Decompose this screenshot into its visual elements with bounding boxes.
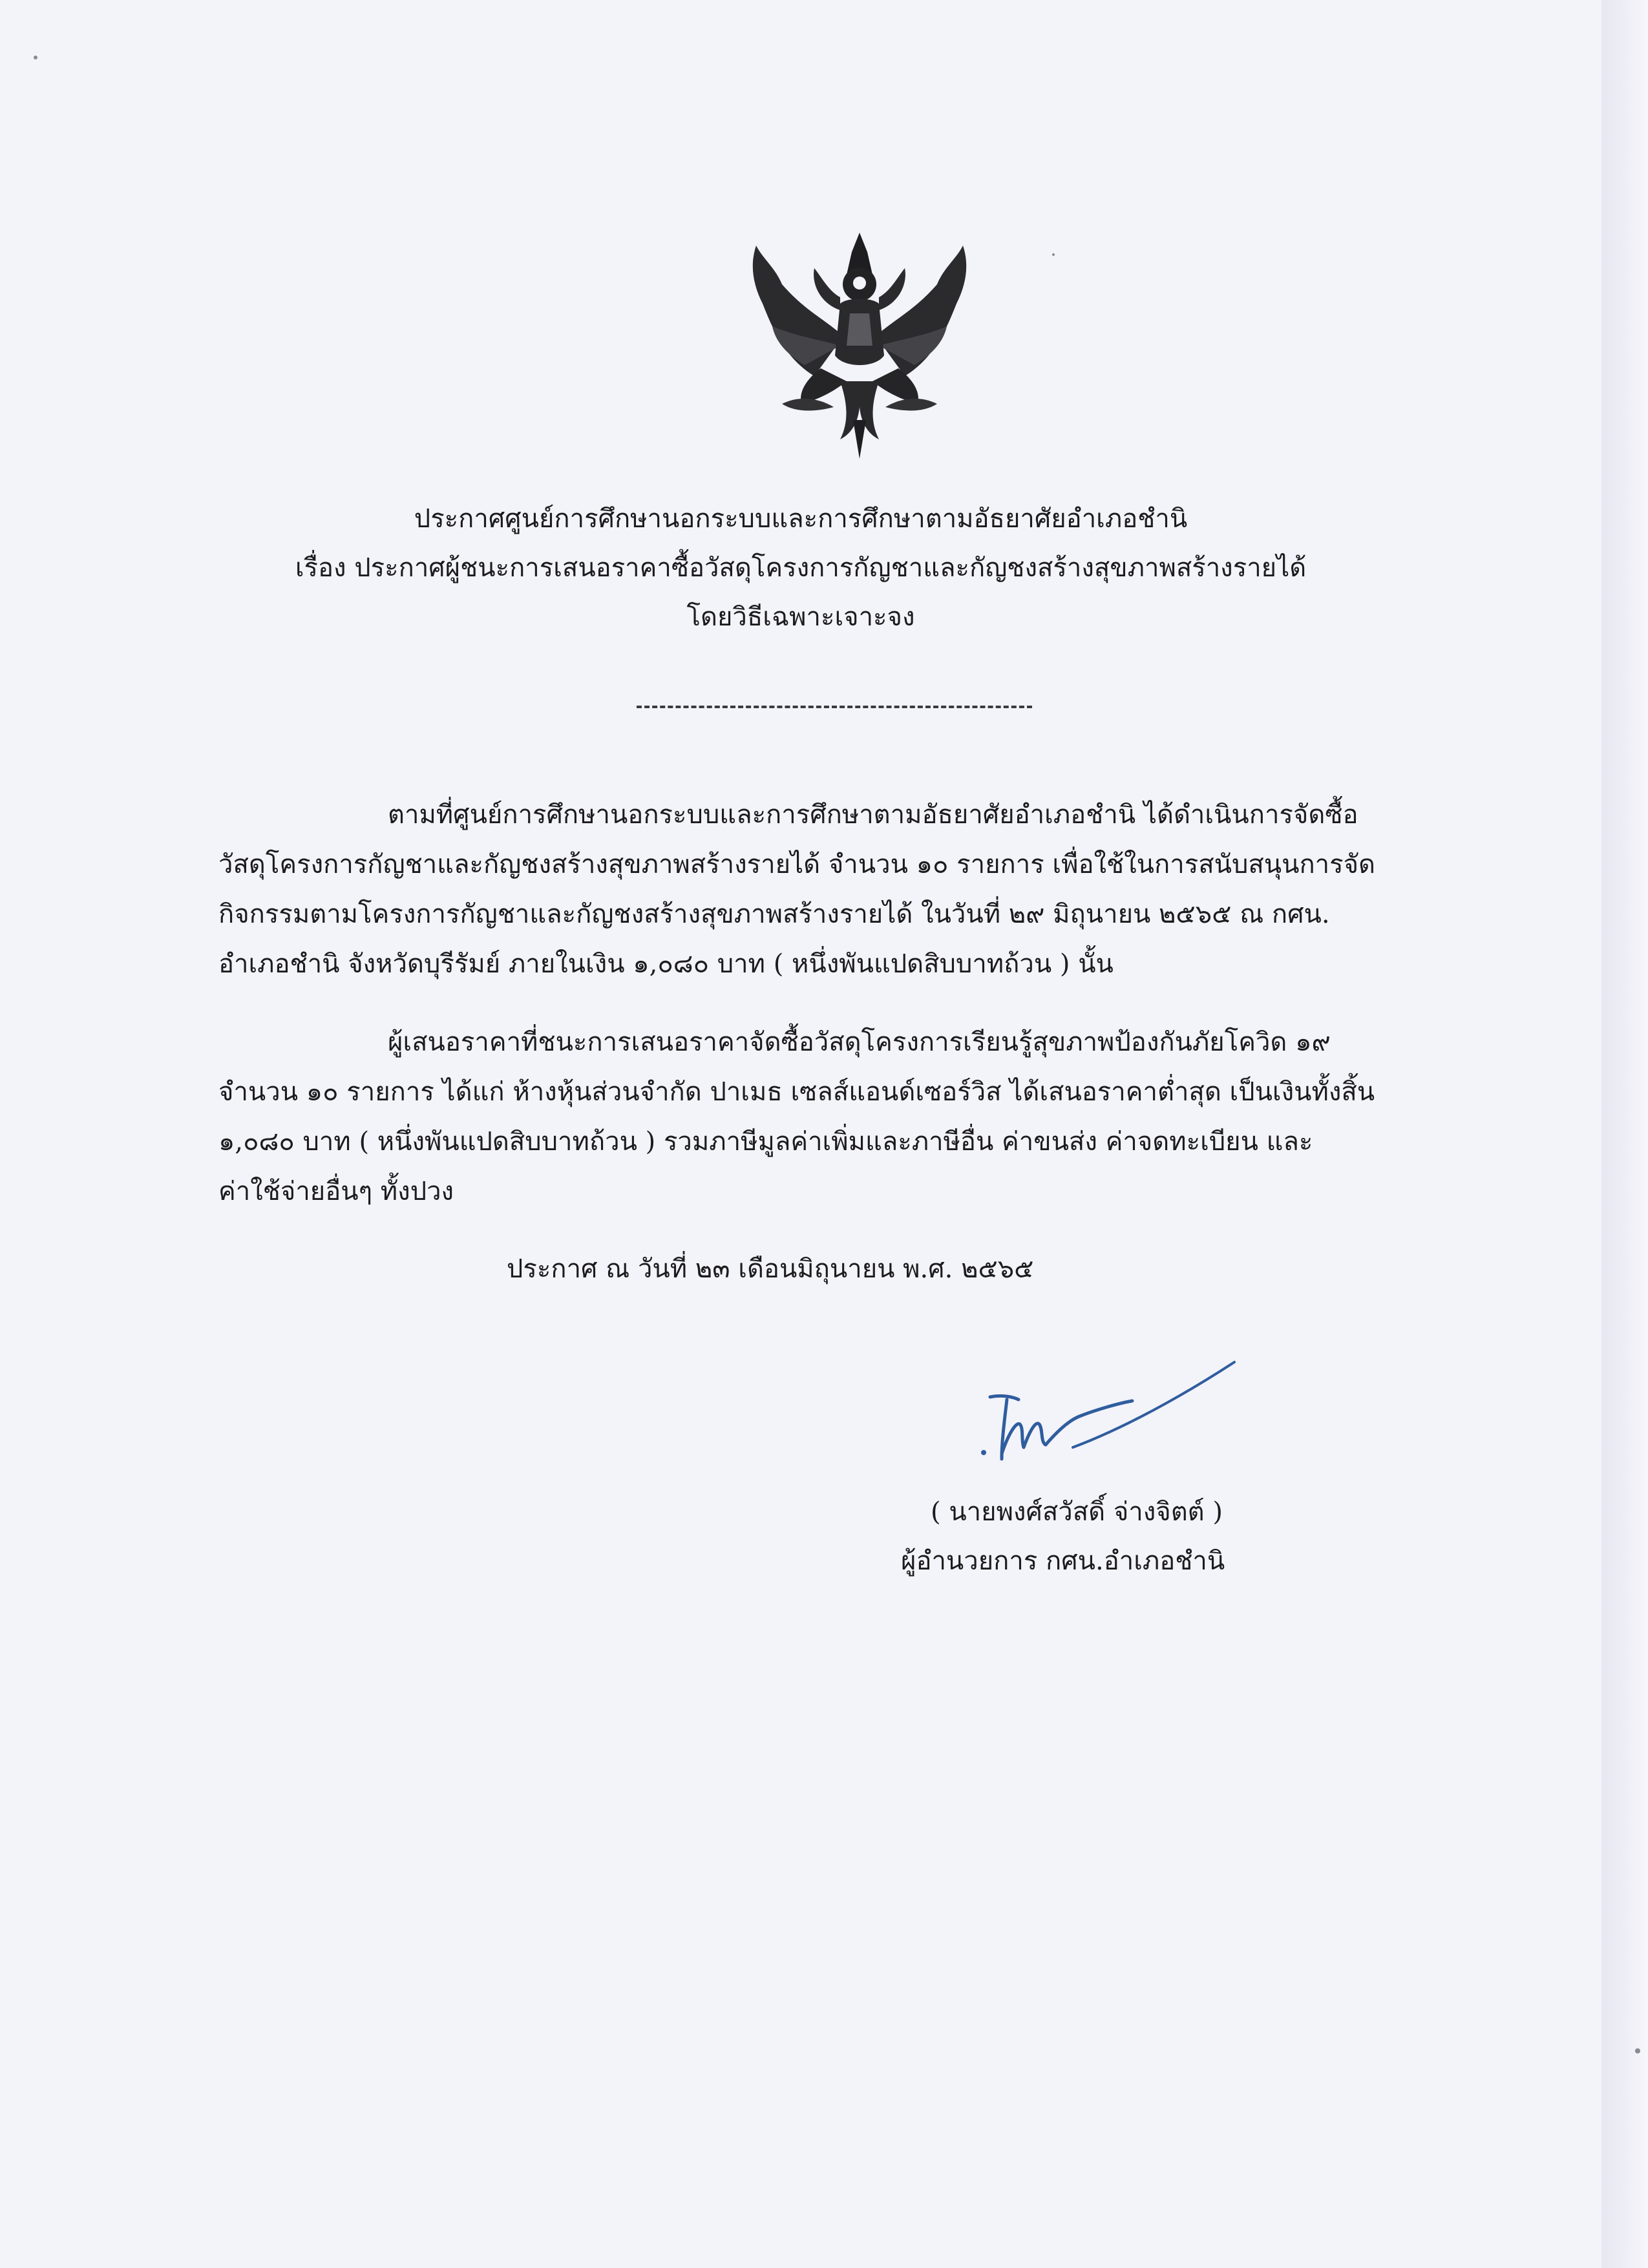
- handwritten-signature-icon: [956, 1357, 1254, 1486]
- paragraph-1-line-4: อำเภอชำนิ จังหวัดบุรีรัมย์ ภายในเงิน ๑,๐๘๐ บาท ( หนึ่งพันแปดสิบบาทถ้วน ) นั้น: [218, 949, 1114, 979]
- scan-speck: [1052, 253, 1055, 256]
- garuda-emblem-icon: [743, 207, 976, 465]
- paragraph-1-line-3: กิจกรรมตามโครงการกัญชาและกัญชงสร้างสุขภาพสร้างรายได้ ในวันที่ ๒๙ มิถุนายน ๒๕๖๕ ณ กศน.: [218, 899, 1330, 929]
- paragraph-2-line-4: ค่าใช้จ่ายอื่นๆ ทั้งปวง: [218, 1177, 454, 1206]
- scan-speck: [1635, 2048, 1640, 2053]
- procurement-method: โดยวิธีเฉพาะเจาะจง: [686, 602, 915, 632]
- paragraph-1-line-1: ตามที่ศูนย์การศึกษานอกระบบและการศึกษาตามอัธยาศัยอำเภอชำนิ ได้ดำเนินการจัดซื้อ: [388, 800, 1358, 830]
- scan-speck: [34, 56, 37, 59]
- signatory-position: ผู้อำนวยการ กศน.อำเภอชำนิ: [901, 1546, 1225, 1576]
- title-divider: [637, 706, 1032, 708]
- signatory-name: ( นายพงศ์สวัสดิ์ จ่างจิตต์ ): [931, 1497, 1223, 1527]
- paragraph-2-line-2: จำนวน ๑๐ รายการ ได้แก่ ห้างหุ้นส่วนจำกัด ปาเมธ เซลส์แอนด์เซอร์วิส ได้เสนอราคาต่ำสุด เป็นเงินทั้งสิ้น: [218, 1077, 1375, 1107]
- scan-edge: [1601, 0, 1648, 2268]
- paragraph-2-line-1: ผู้เสนอราคาที่ชนะการเสนอราคาจัดซื้อวัสดุโครงการเรียนรู้สุขภาพป้องกันภัยโควิด ๑๙: [388, 1027, 1331, 1057]
- announcement-date: ประกาศ ณ วันที่ ๒๓ เดือนมิถุนายน พ.ศ. ๒๕๖๕: [507, 1254, 1034, 1284]
- announcement-title: ประกาศศูนย์การศึกษานอกระบบและการศึกษาตามอัธยาศัยอำเภอชำนิ: [414, 504, 1188, 534]
- paragraph-2-line-3: ๑,๐๘๐ บาท ( หนึ่งพันแปดสิบบาทถ้วน ) รวมภาษีมูลค่าเพิ่มและภาษีอื่น ค่าขนส่ง ค่าจดทะเบียน และ: [218, 1127, 1313, 1157]
- announcement-subject: เรื่อง ประกาศผู้ชนะการเสนอราคาซื้อวัสดุโครงการกัญชาและกัญชงสร้างสุขภาพสร้างรายได้: [295, 553, 1307, 583]
- paragraph-1-line-2: วัสดุโครงการกัญชาและกัญชงสร้างสุขภาพสร้างรายได้ จำนวน ๑๐ รายการ เพื่อใช้ในการสนับสนุนการจัด: [218, 850, 1376, 879]
